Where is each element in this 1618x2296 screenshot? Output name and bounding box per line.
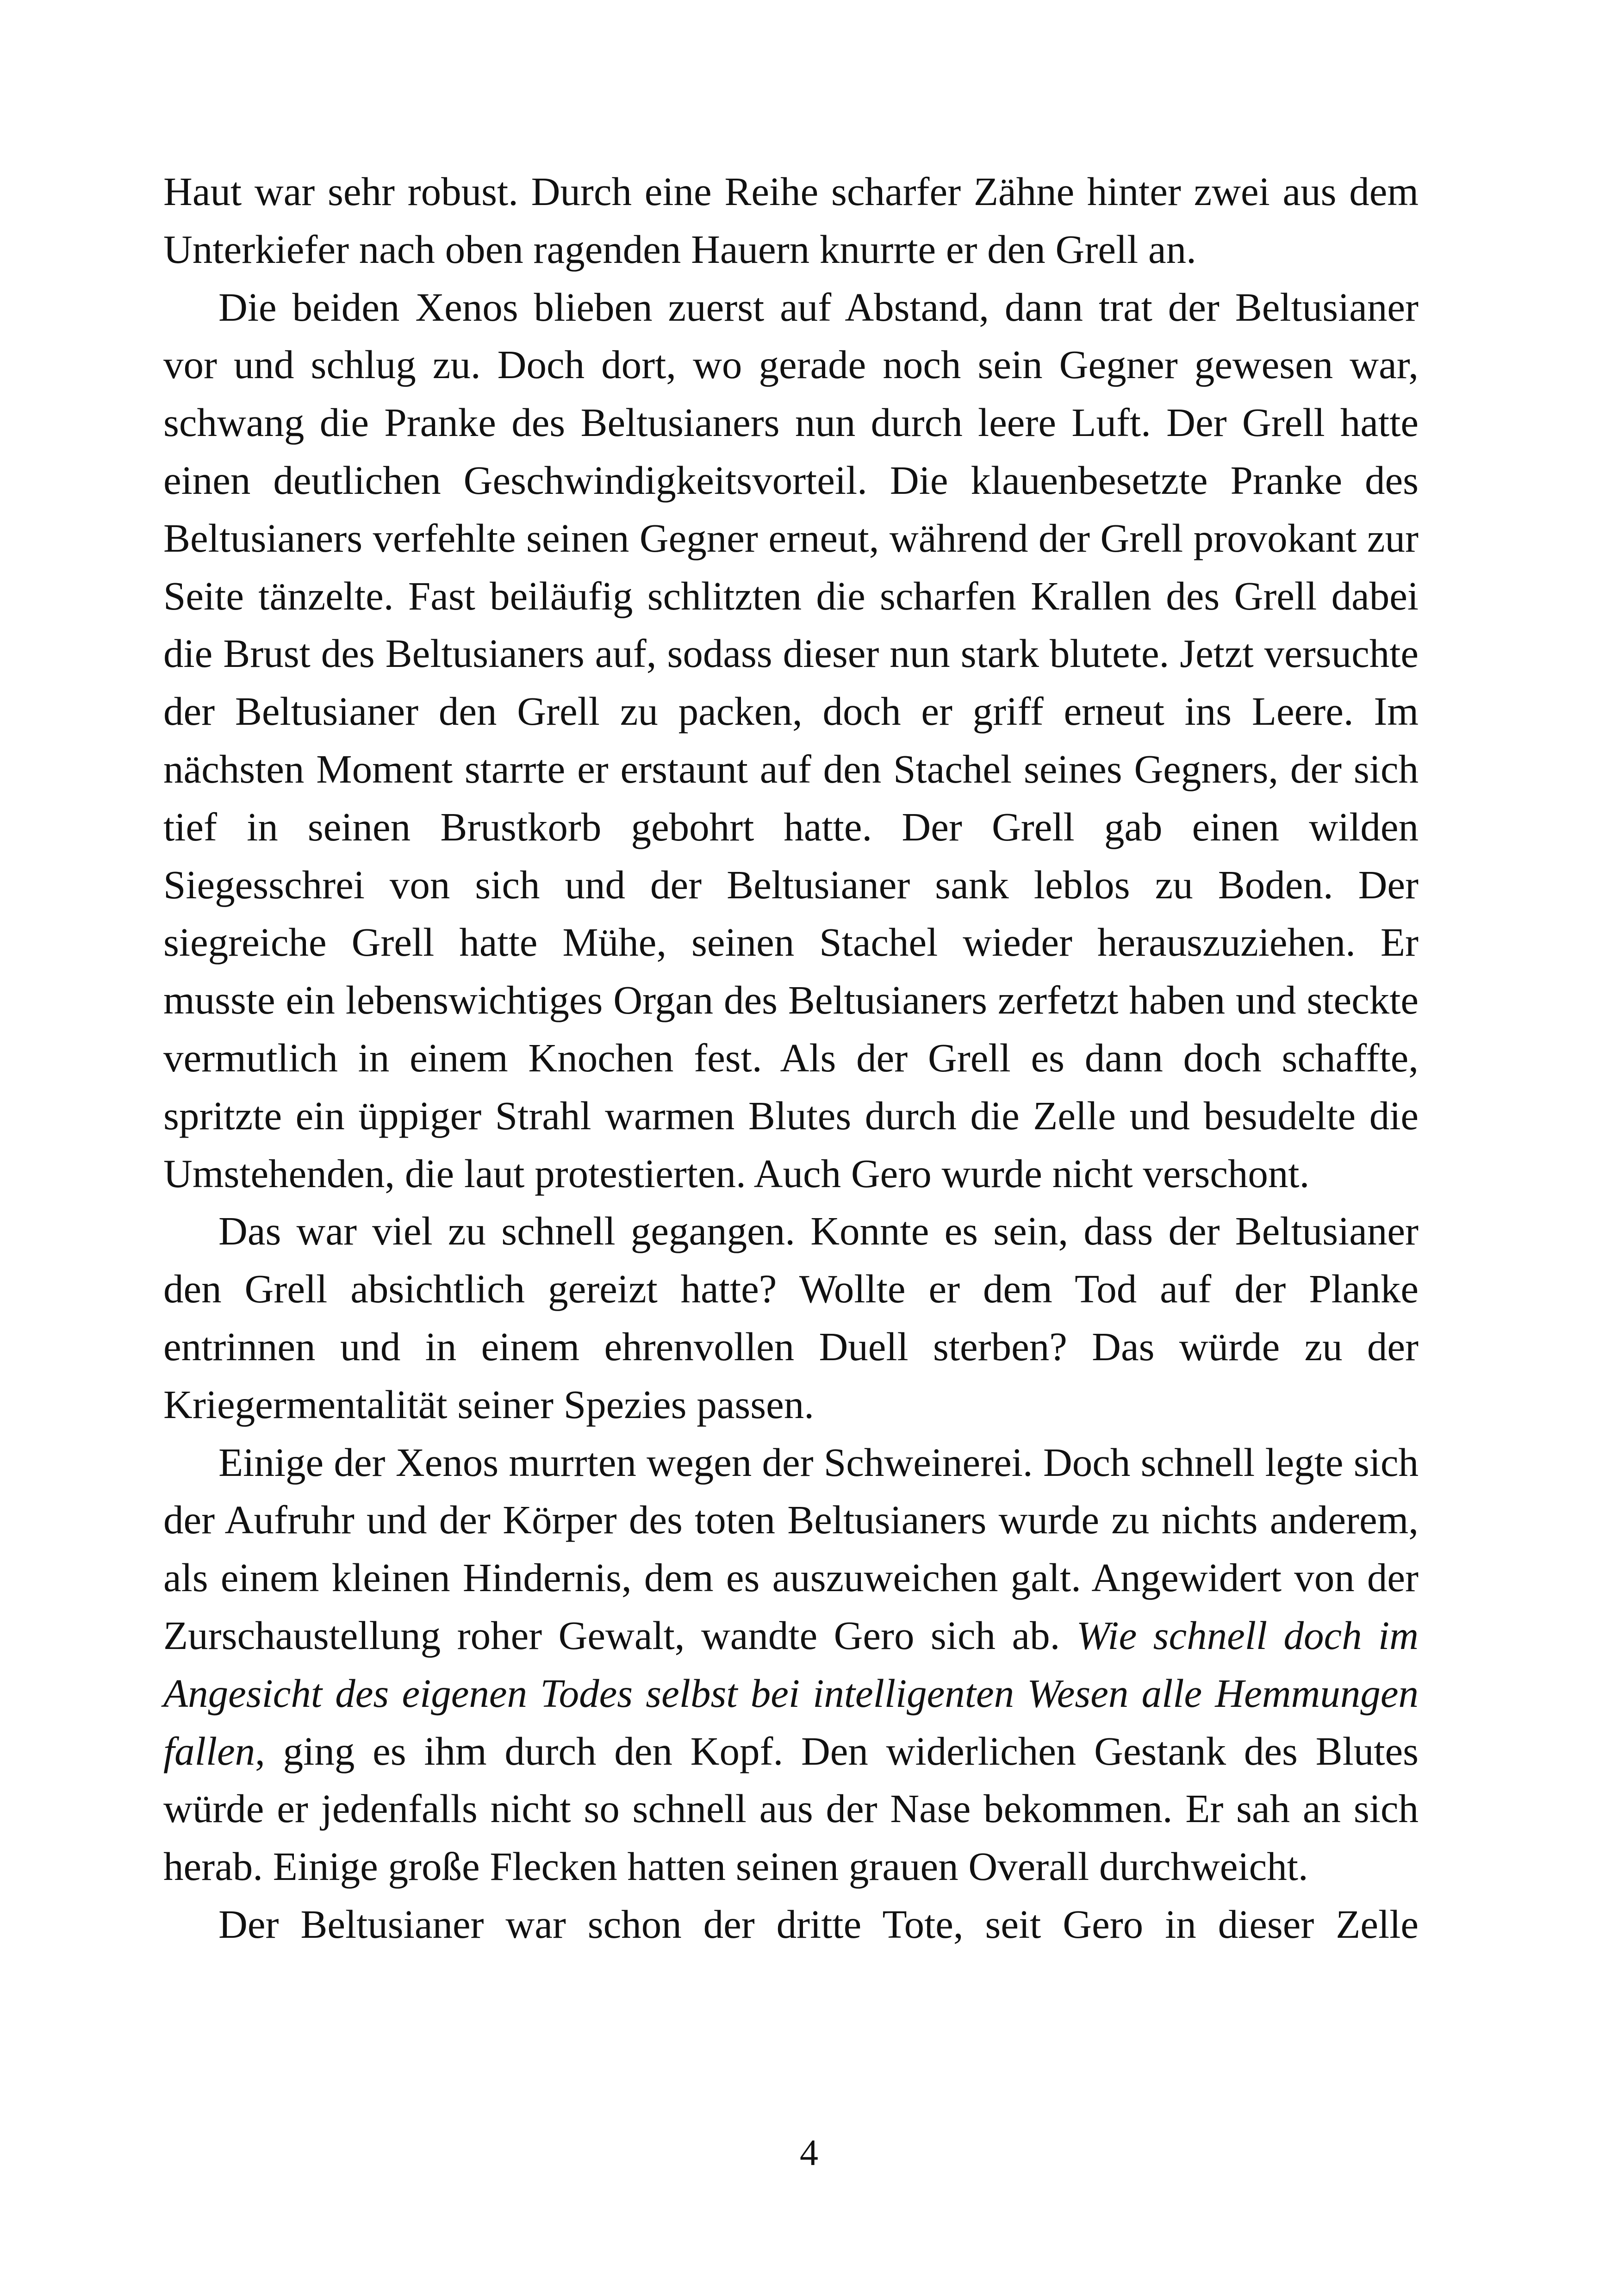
italic-text: Wie schnell doch im Angesicht des eigenen Todes selbst bei intelligenten Wesen alle Hemmungen fallen — [163, 1612, 1419, 1773]
paragraph-text: Das war viel zu schnell gegangen. Konnte es sein, dass der Beltusianer den Grell absichtlich gereizt hatte? Wollte er dem Tod auf der Planke entrinnen und in einem ehrenvollen Duell sterben? Das würde zu der Kriegermentalität seiner Spezies passen. — [163, 1208, 1419, 1427]
paragraph-text: Der Beltusianer war schon der dritte Tote, seit Gero in dieser Zelle — [218, 1901, 1419, 1947]
paragraph — [163, 1896, 1419, 1954]
body-text — [163, 163, 1419, 1954]
paragraph — [163, 1434, 1419, 1896]
paragraph-text: Einige der Xenos murrten wegen der Schweinerei. Doch schnell legte sich der Aufruhr und der Körper des toten Beltusianers wurde zu nichts anderem, als einem kleinen Hindernis, dem es auszuweichen galt. Angewidert von der Zurschaustellung roher Gewalt, wandte Gero sich ab. — [163, 1439, 1419, 1658]
paragraph — [163, 1202, 1419, 1433]
paragraph-text: Haut war sehr robust. Durch eine Reihe scharfer Zähne hinter zwei aus dem Unterkiefer nach oben ragenden Hauern knurrte er den Grell an. — [163, 169, 1419, 272]
paragraph — [163, 279, 1419, 1203]
paragraph — [163, 163, 1419, 279]
paragraph-text: , ging es ihm durch den Kopf. Den widerlichen Gestank des Blutes würde er jedenfalls nicht so schnell aus der Nase bekommen. Er sah an sich herab. Einige große Flecken hatten seinen grauen Overall durchweicht. — [163, 1728, 1419, 1889]
page-number: 4 — [800, 2133, 818, 2173]
paragraph-text: Die beiden Xenos blieben zuerst auf Abstand, dann trat der Beltusianer vor und schlug zu. Doch dort, wo gerade noch sein Gegner gewesen war, schwang die Pranke des Beltusianers nun durch leere Luft. Der Grell hatte einen deutlichen Geschwindigkeitsvorteil. Die klauenbesetzte Pranke des Beltusianers verfehlte seinen Gegner erneut, während der Grell provokant zur Seite tänzelte. Fast beiläufig schlitzten die scharfen Krallen des Grell dabei die Brust des Beltusianers auf, sodass dieser nun stark blutete. Jetzt versuchte der Beltusianer den Grell zu packen, doch er griff erneut ins Leere. Im nächsten Moment starrte er erstaunt auf den Stachel seines Gegners, der sich tief in seinen Brustkorb gebohrt hatte. Der Grell gab einen wilden Siegesschrei von sich und der Beltusianer sank leblos zu Boden. Der siegreiche Grell hatte Mühe, seinen Stachel wieder herauszuziehen. Er musste ein lebenswichtiges Organ des Beltusianers zerfetzt haben und steckte vermutlich in einem Knochen fest. Als der Grell es dann doch schaffte, spritzte ein üppiger Strahl warmen Blutes durch die Zelle und besudelte die Umstehenden, die laut protestierten. Auch Gero wurde nicht verschont. — [163, 284, 1419, 1196]
